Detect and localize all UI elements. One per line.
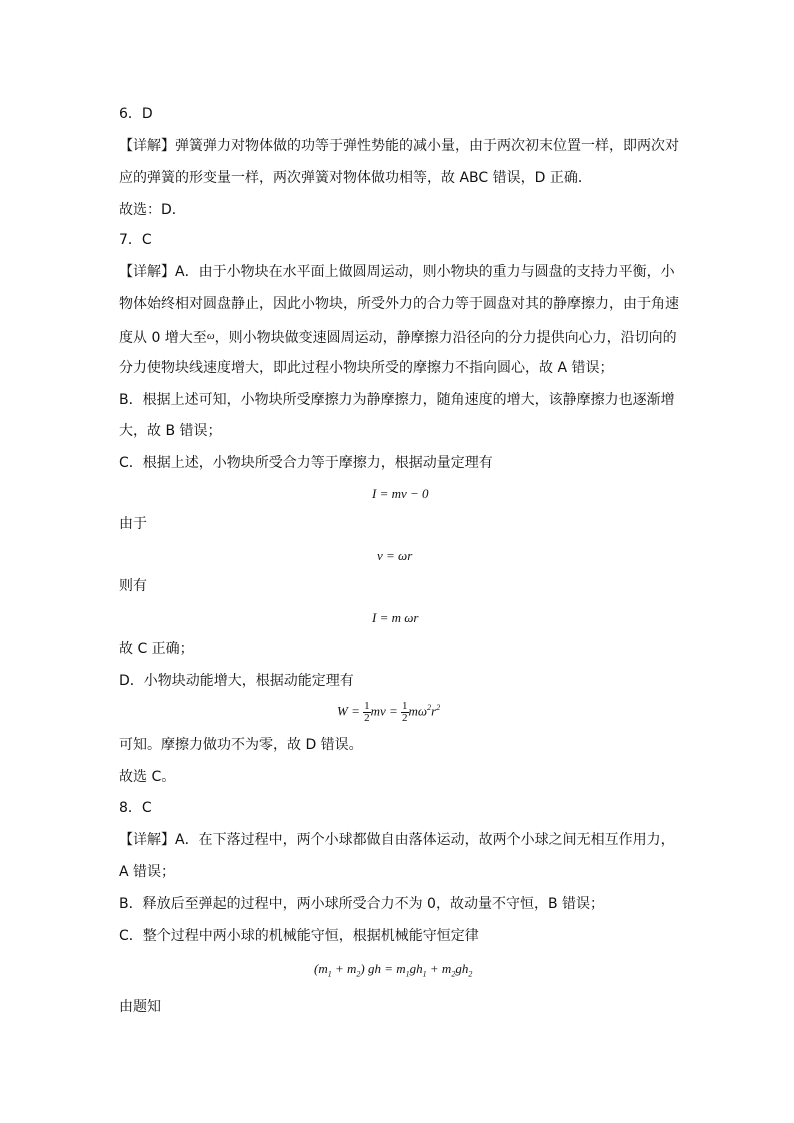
eq-part: + m xyxy=(426,961,452,976)
explanation-line: 由于 xyxy=(119,516,147,532)
explanation-line: 可知。摩擦力做功不为零，故 D 错误。 xyxy=(119,737,363,753)
explanation-line: 应的弹簧的形变量一样，两次弹簧对物体做功相等，故 ABC 错误，D 正确． xyxy=(119,170,592,186)
subscript: 2 xyxy=(451,969,456,979)
eq-part: ) gh = m xyxy=(360,961,406,976)
equation-work-energy xyxy=(337,698,440,724)
fraction-half: $\frac{1}{2}$ xyxy=(402,699,408,724)
explanation-line: B．根据上述可知，小物块所受摩擦力为静摩擦力，随角速度的增大，该静摩擦力也逐渐增 xyxy=(119,392,675,408)
text-segment: ，则小物块做变速圆周运动，静摩擦力沿径向的分力提供向心力，沿切向的 xyxy=(214,330,677,346)
answer-8-header: 8．C xyxy=(119,800,152,816)
subscript: 2 xyxy=(356,969,361,979)
equation-impulse: I = mv − 0 xyxy=(372,486,429,501)
explanation-line: 由题知 xyxy=(119,999,161,1015)
equation-velocity: v = ωr xyxy=(377,548,413,563)
eq-part: r xyxy=(431,703,437,719)
equation-energy-conservation xyxy=(314,959,472,985)
explanation-line: 分力使物块线速度增大，即此过程小物块所受的摩擦力不指向圆心，故 A 错误； xyxy=(119,360,614,376)
eq-part: mv = xyxy=(370,703,402,719)
explanation-line: C．根据上述，小物块所受合力等于摩擦力，根据动量定理有 xyxy=(119,455,493,471)
eq-part: + m xyxy=(331,961,357,976)
choice-line: 故选 C。 xyxy=(119,769,176,785)
explanation-line: 【详解】A．在下落过程中，两个小球都做自由落体运动，故两个小球之间无相互作用力， xyxy=(119,832,675,848)
explanation-line: D．小物块动能增大，根据动能定理有 xyxy=(119,673,354,689)
subscript: 1 xyxy=(422,969,427,979)
subscript: 1 xyxy=(405,969,410,979)
fraction-half: $\frac{1}{2}$ xyxy=(364,699,370,724)
text-segment: 度从 0 增大至 xyxy=(119,330,207,346)
eq-part: (m xyxy=(314,961,328,976)
eq-part: mω xyxy=(408,703,428,719)
answer-6-header: 6．D xyxy=(119,106,153,122)
explanation-line: B．释放后至弹起的过程中，两小球所受合力不为 0，故动量不守恒，B 错误； xyxy=(119,896,605,912)
explanation-line: 物体始终相对圆盘静止，因此小物块，所受外力的合力等于圆盘对其的静摩擦力，由于角速 xyxy=(119,296,679,312)
omega-symbol: ω xyxy=(206,330,215,342)
explanation-line: 【详解】A．由于小物块在水平面上做圆周运动，则小物块的重力与圆盘的支持力平衡，小 xyxy=(119,264,675,280)
choice-line: 故选：D． xyxy=(119,202,186,218)
equation-impulse-result: I = m ωr xyxy=(372,610,419,625)
subscript: 1 xyxy=(327,969,332,979)
explanation-line: A 错误； xyxy=(119,864,176,880)
explanation-line: 【详解】弹簧弹力对物体做的功等于弹性势能的减小量，由于两次初末位置一样，即两次对 xyxy=(119,138,679,154)
eq-part: gh xyxy=(455,961,469,976)
subscript: 2 xyxy=(468,969,473,979)
exponent: 2 xyxy=(427,703,432,712)
exponent: 2 xyxy=(436,703,441,712)
explanation-line: 故 C 正确； xyxy=(119,641,194,657)
explanation-line: 则有 xyxy=(119,578,147,594)
eq-part: W = xyxy=(337,703,364,719)
eq-part: gh xyxy=(409,961,423,976)
explanation-line: 大，故 B 错误； xyxy=(119,423,222,439)
explanation-line: C．整个过程中两小球的机械能守恒，根据机械能守恒定律 xyxy=(119,928,479,944)
explanation-line xyxy=(119,326,677,348)
answer-7-header: 7．C xyxy=(119,232,152,248)
